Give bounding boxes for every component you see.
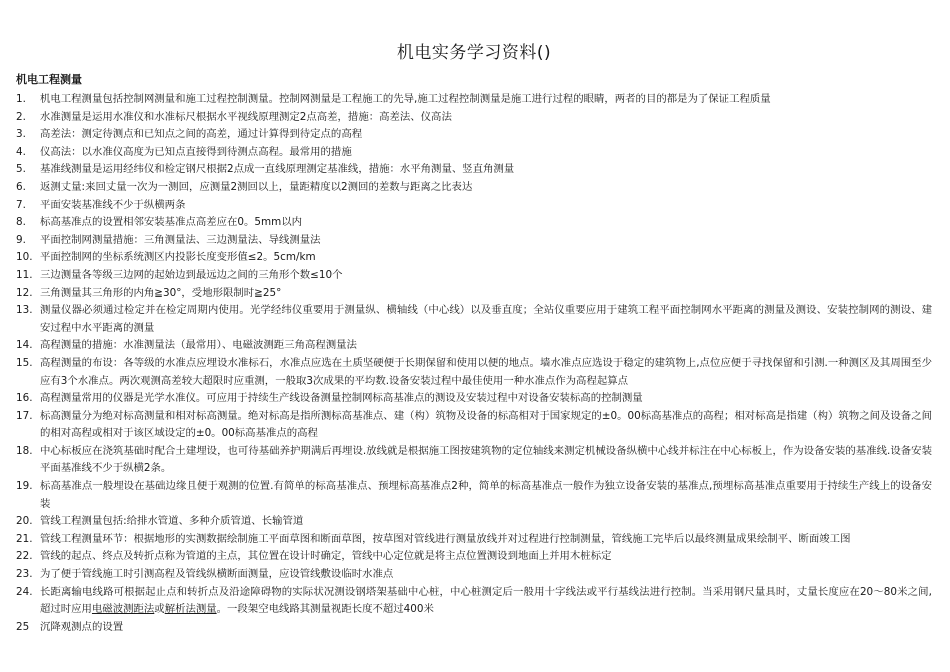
list-item	[16, 390, 932, 408]
item-text: 高程测量常用的仪器是光学水准仪。可应用于持续生产线设备测量控制网标高基准点的测设及安装过程中对设备安装标高的控制测量	[40, 392, 643, 405]
item-text: 平面控制网测量措施：三角测量法、三边测量法、导线测量法	[40, 233, 321, 246]
list-item	[16, 144, 932, 162]
underlined-term: 电磁波测距法	[91, 603, 155, 616]
item-number: 9.	[16, 233, 26, 246]
item-number: 16.	[16, 392, 33, 405]
item-text: 管线工程测量包括:给排水管道、多种介质管道、长输管道	[40, 515, 304, 528]
item-text: 平面控制网的坐标系统测区内投影长度变形值≤2。5cm/km	[40, 251, 316, 264]
item-number: 22.	[16, 550, 33, 563]
list-item	[16, 285, 932, 303]
list-item	[16, 548, 932, 566]
item-number: 1.	[16, 93, 26, 105]
item-number: 13.	[16, 304, 33, 317]
list-item	[16, 197, 932, 215]
item-number: 5.	[16, 163, 26, 176]
item-number: 2.	[16, 110, 26, 123]
list-item	[16, 584, 932, 619]
list-item	[16, 478, 932, 513]
item-text: 仪高法：以水准仪高度为已知点直接得到待测点高程。最常用的措施	[40, 145, 352, 158]
list-item	[16, 443, 932, 478]
item-text: 机电工程测量包括控制网测量和施工过程控制测量。控制网测量是工程施工的先导,施工过程控制测量是施工进行过程的眼睛，两者的目的都是为了保证工程质量	[40, 93, 771, 105]
list-item	[16, 566, 932, 584]
item-text: 管线工程测量环节：根据地形的实测数据绘制施工平面草图和断面草图，按草图对管线进行测量放线并对过程进行控制测量，管线施工完毕后以最终测量成果绘制平、断面竣工图	[40, 532, 851, 545]
list-item	[16, 161, 932, 179]
item-text: 高程测量的布设：各等级的水准点应埋设水准标石，水准点应选在土质坚硬便于长期保留和使用以便的地点。墙水准点应选设于稳定的建筑物上,点位应便于寻找保留和引测.一种测区及其周围至少应有3个水准点。两次观测高差较大超限时应重测，一般取3次成果的平均数.设备安装过程中最佳使用一种水准点作为高程起算点	[40, 356, 932, 387]
list-item	[16, 355, 932, 390]
list-item	[16, 214, 932, 232]
item-number: 7.	[16, 198, 26, 211]
list-item	[16, 232, 932, 250]
item-number: 24.	[16, 585, 33, 598]
item-text: 水准测量是运用水准仪和水准标尺根据水平视线原理测定2点高差，措施：高差法、仪高法	[40, 110, 452, 123]
item-number: 19.	[16, 480, 33, 493]
item-text: 基准线测量是运用经纬仪和检定钢尺根据2点成一直线原理测定基准线，措施：水平角测量、竖直角测量	[40, 163, 515, 176]
item-number: 15.	[16, 356, 33, 369]
list-item	[16, 619, 932, 637]
item-number: 4.	[16, 145, 26, 158]
item-number: 23.	[16, 568, 33, 581]
list-item	[16, 267, 932, 285]
item-number: 11.	[16, 268, 33, 281]
item-text: 为了便于管线施工时引测高程及管线纵横断面测量，应设管线敷设临时水准点	[40, 568, 394, 581]
item-number: 18.	[16, 444, 33, 457]
item-number: 6.	[16, 180, 26, 193]
document-title: 机电实务学习资料()	[396, 43, 552, 63]
item-text: 管线的起点、终点及转折点称为管道的主点，其位置在设计时确定，管线中心定位就是将主点位置测设到地面上并用木桩标定	[40, 550, 612, 563]
list-item	[16, 179, 932, 197]
item-text-part: 或	[154, 603, 165, 616]
item-number: 8.	[16, 216, 26, 229]
underlined-term: 解析法测量	[164, 603, 217, 616]
list-item	[16, 302, 932, 337]
item-number: 14.	[16, 339, 33, 352]
item-text: 中心标板应在浇筑基础时配合土建埋设，也可待基础养护期满后再埋设.放线就是根据施工图按建筑物的定位轴线来测定机械设备纵横中心线并标注在中心标板上，作为设备安装的基准线.设备安装平面基准线不少于纵横2条。	[40, 444, 932, 475]
item-number: 21.	[16, 532, 33, 545]
list-item	[16, 109, 932, 127]
list-item	[16, 513, 932, 531]
item-number: 25	[16, 620, 30, 633]
list-item	[16, 531, 932, 549]
item-number: 20.	[16, 515, 33, 528]
item-text	[40, 584, 932, 619]
item-number: 17.	[16, 409, 33, 422]
list-item	[16, 337, 932, 355]
item-number: 12.	[16, 286, 33, 299]
item-text: 高差法：测定待测点和已知点之间的高差，通过计算得到待定点的高程	[40, 128, 363, 141]
item-text: 平面安装基准线不少于纵横两条	[40, 198, 186, 211]
item-text: 测量仪器必须通过检定并在检定周期内使用。光学经纬仪重要用于测量纵、横轴线（中心线）以及垂直度；全站仪重要应用于建筑工程平面控制网水平距离的测量及测设、安装控制网的测设、建安过程中水平距离的测量	[40, 304, 932, 334]
list-item	[16, 91, 932, 109]
item-text: 标高基准点的设置相邻安装基准点高差应在0。5mm以内	[40, 216, 303, 229]
item-text: 沉降观测点的设置	[40, 620, 124, 633]
item-number: 3.	[16, 128, 26, 141]
item-text: 三边测量各等级三边网的起始边到最远边之间的三角形个数≤10个	[40, 268, 343, 281]
item-text: 标高基准点一般埋设在基础边缘且便于观测的位置.有简单的标高基准点、预埋标高基准点2种，简单的标高基准点一般作为独立设备安装的基准点,预埋标高基准点重要用于持续生产线上的设备安装	[40, 480, 932, 510]
list-item	[16, 249, 932, 267]
list-item	[16, 126, 932, 144]
item-text-part: 。一段架空电线路其测量视距长度不超过400米	[216, 603, 434, 616]
item-text: 三角测量其三角形的内角≧30°，受地形限制时≧25°	[40, 286, 282, 299]
item-list	[16, 91, 932, 636]
item-text: 返测丈量:来回丈量一次为一测回，应测量2测回以上，量距精度以2测回的差数与距离之比表达	[40, 180, 473, 193]
item-text: 高程测量的措施：水准测量法（最常用）、电磁波测距三角高程测量法	[40, 339, 357, 352]
section-heading: 机电工程测量	[16, 73, 82, 86]
item-text: 标高测量分为绝对标高测量和相对标高测量。绝对标高是指所测标高基准点、建（构）筑物及设备的标高相对于国家规定的±0。00标高基准点的高程；相对标高是指建（构）筑物之间及设备之间的相对高程或相对于该区域设定的±0。00标高基准点的高程	[40, 409, 932, 440]
item-number: 10.	[16, 251, 33, 264]
list-item	[16, 408, 932, 443]
item-text-part: 长距离输电线路可根据起止点和转折点及沿途障碍物的实际状况测设钢塔架基础中心桩，中心桩测定后一般用十字线法或平行基线法进行控制。当采用钢尺量具时，丈量长度应在20～80米之间,超过时应用	[40, 585, 932, 616]
